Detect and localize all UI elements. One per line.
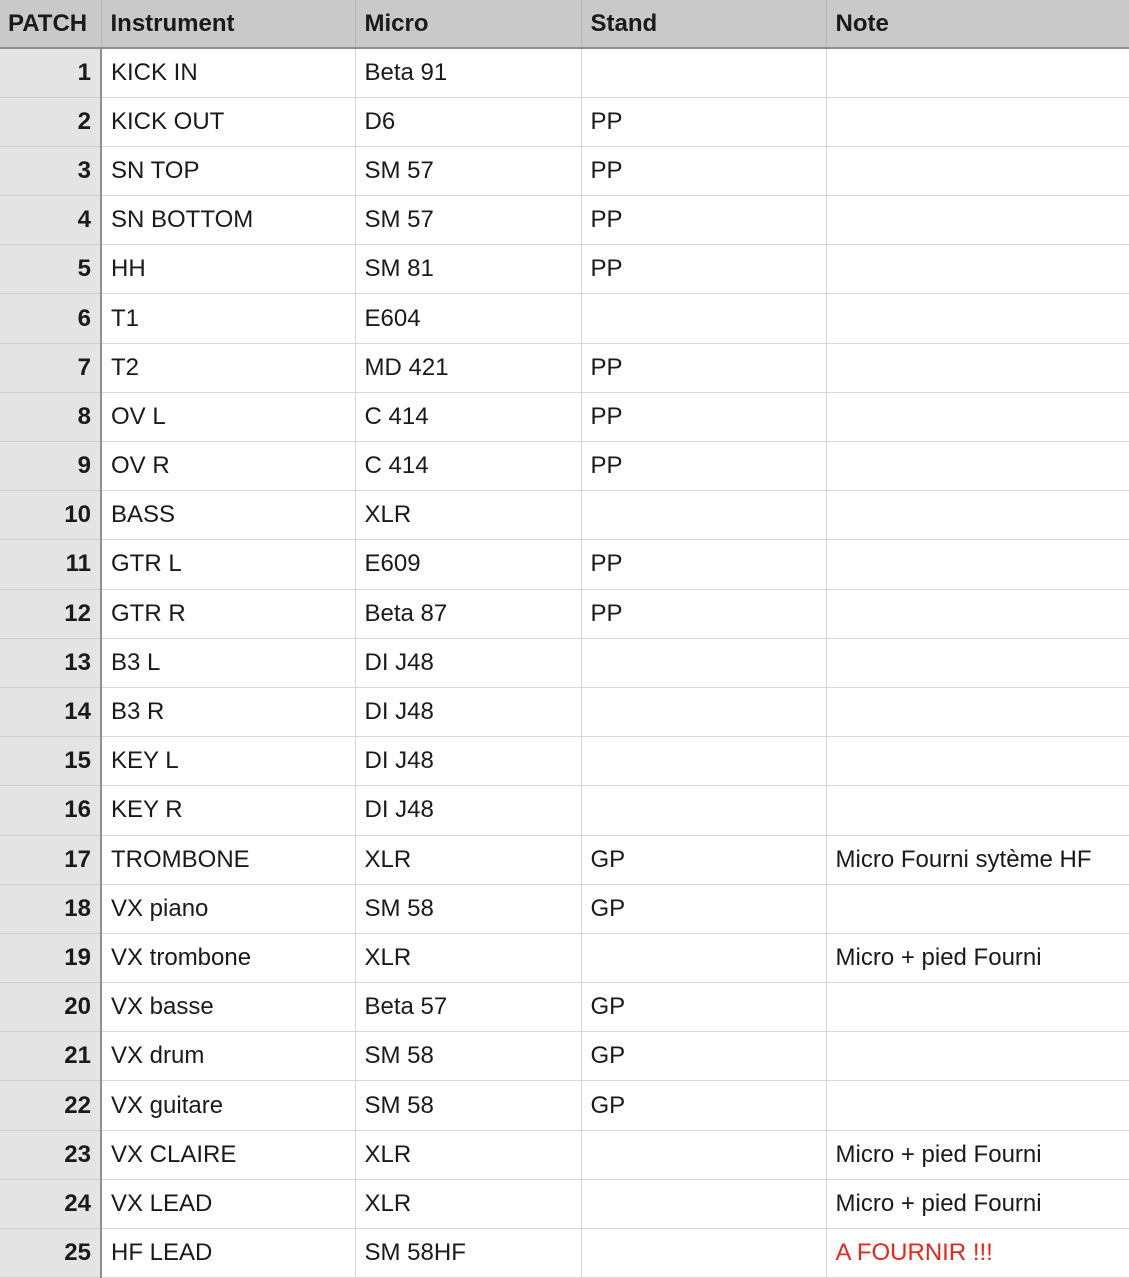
cell-patch[interactable]: 20 (0, 983, 101, 1032)
table-row (0, 638, 1129, 687)
cell-stand[interactable]: PP (581, 589, 826, 638)
cell-note[interactable] (826, 294, 1129, 343)
cell-stand[interactable]: GP (581, 1032, 826, 1081)
table-row (0, 245, 1129, 294)
cell-patch[interactable]: 1 (0, 48, 101, 97)
cell-micro[interactable]: SM 58 (355, 884, 581, 933)
cell-micro[interactable]: DI J48 (355, 638, 581, 687)
cell-stand[interactable]: GP (581, 983, 826, 1032)
cell-micro[interactable]: XLR (355, 1179, 581, 1228)
cell-instrument[interactable]: GTR L (101, 540, 355, 589)
cell-stand[interactable] (581, 1179, 826, 1228)
cell-stand[interactable]: PP (581, 146, 826, 195)
cell-note[interactable] (826, 1032, 1129, 1081)
cell-note[interactable] (826, 392, 1129, 441)
cell-stand[interactable] (581, 294, 826, 343)
cell-note[interactable]: Micro Fourni sytème HF (826, 835, 1129, 884)
cell-note[interactable] (826, 245, 1129, 294)
cell-micro[interactable]: C 414 (355, 392, 581, 441)
cell-patch[interactable]: 11 (0, 540, 101, 589)
cell-patch[interactable]: 9 (0, 442, 101, 491)
cell-note[interactable] (826, 589, 1129, 638)
cell-patch[interactable]: 17 (0, 835, 101, 884)
cell-patch[interactable]: 5 (0, 245, 101, 294)
cell-instrument[interactable]: OV R (101, 442, 355, 491)
cell-stand[interactable] (581, 737, 826, 786)
table-row (0, 1081, 1129, 1130)
cell-patch[interactable]: 22 (0, 1081, 101, 1130)
cell-patch[interactable]: 23 (0, 1130, 101, 1179)
cell-micro[interactable]: DI J48 (355, 687, 581, 736)
cell-stand[interactable]: GP (581, 884, 826, 933)
cell-note[interactable] (826, 737, 1129, 786)
cell-micro[interactable]: DI J48 (355, 737, 581, 786)
cell-instrument[interactable]: OV L (101, 392, 355, 441)
cell-instrument[interactable]: B3 L (101, 638, 355, 687)
table-row (0, 1229, 1129, 1278)
cell-micro[interactable]: DI J48 (355, 786, 581, 835)
cell-patch[interactable]: 3 (0, 146, 101, 195)
cell-patch[interactable]: 15 (0, 737, 101, 786)
cell-note[interactable] (826, 146, 1129, 195)
cell-stand[interactable] (581, 1229, 826, 1278)
column-header-stand[interactable]: Stand (581, 0, 826, 48)
cell-instrument[interactable]: BASS (101, 491, 355, 540)
column-header-micro[interactable]: Micro (355, 0, 581, 48)
cell-note[interactable] (826, 687, 1129, 736)
cell-micro[interactable]: SM 81 (355, 245, 581, 294)
cell-patch[interactable]: 14 (0, 687, 101, 736)
cell-instrument[interactable]: T2 (101, 343, 355, 392)
table-row (0, 884, 1129, 933)
cell-instrument[interactable]: KICK IN (101, 48, 355, 97)
cell-instrument[interactable]: TROMBONE (101, 835, 355, 884)
cell-note[interactable]: Micro + pied Fourni (826, 1179, 1129, 1228)
table-row (0, 737, 1129, 786)
cell-micro[interactable]: C 414 (355, 442, 581, 491)
cell-note[interactable] (826, 983, 1129, 1032)
cell-instrument[interactable]: T1 (101, 294, 355, 343)
table-row (0, 392, 1129, 441)
cell-micro[interactable]: XLR (355, 835, 581, 884)
cell-micro[interactable]: SM 57 (355, 146, 581, 195)
cell-note[interactable] (826, 196, 1129, 245)
column-header-patch[interactable]: PATCH (0, 0, 101, 48)
table-row (0, 589, 1129, 638)
cell-instrument[interactable]: KEY L (101, 737, 355, 786)
cell-instrument[interactable]: KEY R (101, 786, 355, 835)
cell-note[interactable]: Micro + pied Fourni (826, 1130, 1129, 1179)
table-row (0, 1032, 1129, 1081)
cell-patch[interactable]: 12 (0, 589, 101, 638)
cell-note[interactable] (826, 48, 1129, 97)
cell-instrument[interactable]: HH (101, 245, 355, 294)
cell-note[interactable] (826, 442, 1129, 491)
cell-instrument[interactable]: GTR R (101, 589, 355, 638)
cell-micro[interactable]: Beta 87 (355, 589, 581, 638)
cell-micro[interactable]: SM 58HF (355, 1229, 581, 1278)
cell-instrument[interactable]: VX guitare (101, 1081, 355, 1130)
cell-patch[interactable]: 2 (0, 97, 101, 146)
column-header-note[interactable]: Note (826, 0, 1129, 48)
cell-micro[interactable]: E609 (355, 540, 581, 589)
cell-stand[interactable] (581, 687, 826, 736)
cell-micro[interactable]: Beta 91 (355, 48, 581, 97)
cell-patch[interactable]: 6 (0, 294, 101, 343)
cell-stand[interactable] (581, 786, 826, 835)
cell-instrument[interactable]: VX piano (101, 884, 355, 933)
cell-patch[interactable]: 8 (0, 392, 101, 441)
cell-stand[interactable] (581, 1130, 826, 1179)
table-row (0, 835, 1129, 884)
cell-micro[interactable]: SM 57 (355, 196, 581, 245)
cell-micro[interactable]: Beta 57 (355, 983, 581, 1032)
cell-note[interactable] (826, 1081, 1129, 1130)
cell-micro[interactable]: E604 (355, 294, 581, 343)
cell-instrument[interactable]: VX CLAIRE (101, 1130, 355, 1179)
cell-stand[interactable]: PP (581, 97, 826, 146)
cell-instrument[interactable]: KICK OUT (101, 97, 355, 146)
cell-patch[interactable]: 4 (0, 196, 101, 245)
column-header-instrument[interactable]: Instrument (101, 0, 355, 48)
table-row (0, 48, 1129, 97)
cell-patch[interactable]: 24 (0, 1179, 101, 1228)
cell-patch[interactable]: 10 (0, 491, 101, 540)
table-row (0, 983, 1129, 1032)
cell-stand[interactable]: GP (581, 1081, 826, 1130)
table-row (0, 687, 1129, 736)
cell-patch[interactable]: 21 (0, 1032, 101, 1081)
cell-note[interactable] (826, 343, 1129, 392)
cell-stand[interactable]: PP (581, 245, 826, 294)
table-row (0, 1130, 1129, 1179)
cell-note[interactable] (826, 540, 1129, 589)
cell-instrument[interactable]: HF LEAD (101, 1229, 355, 1278)
cell-instrument[interactable]: VX LEAD (101, 1179, 355, 1228)
cell-patch[interactable]: 25 (0, 1229, 101, 1278)
table-row (0, 491, 1129, 540)
cell-stand[interactable]: PP (581, 442, 826, 491)
cell-stand[interactable] (581, 491, 826, 540)
cell-note[interactable] (826, 491, 1129, 540)
cell-instrument[interactable]: VX basse (101, 983, 355, 1032)
table-row (0, 933, 1129, 982)
cell-note[interactable]: A FOURNIR !!! (826, 1229, 1129, 1278)
cell-micro[interactable]: XLR (355, 933, 581, 982)
cell-patch[interactable]: 16 (0, 786, 101, 835)
table-row (0, 146, 1129, 195)
cell-instrument[interactable]: SN TOP (101, 146, 355, 195)
table-row (0, 294, 1129, 343)
header-row (0, 0, 1129, 48)
table-row (0, 442, 1129, 491)
cell-stand[interactable]: PP (581, 540, 826, 589)
table-body (0, 48, 1129, 1278)
cell-instrument[interactable]: VX drum (101, 1032, 355, 1081)
table-row (0, 343, 1129, 392)
table-row (0, 97, 1129, 146)
cell-instrument[interactable]: SN BOTTOM (101, 196, 355, 245)
cell-micro[interactable]: SM 58 (355, 1081, 581, 1130)
cell-stand[interactable]: GP (581, 835, 826, 884)
cell-instrument[interactable]: VX trombone (101, 933, 355, 982)
table-row (0, 196, 1129, 245)
cell-note[interactable] (826, 97, 1129, 146)
cell-note[interactable] (826, 638, 1129, 687)
cell-stand[interactable] (581, 933, 826, 982)
cell-stand[interactable]: PP (581, 392, 826, 441)
table-row (0, 786, 1129, 835)
cell-micro[interactable]: SM 58 (355, 1032, 581, 1081)
cell-note[interactable] (826, 786, 1129, 835)
cell-instrument[interactable]: B3 R (101, 687, 355, 736)
cell-micro[interactable]: XLR (355, 1130, 581, 1179)
cell-micro[interactable]: XLR (355, 491, 581, 540)
cell-stand[interactable] (581, 48, 826, 97)
cell-patch[interactable]: 7 (0, 343, 101, 392)
cell-stand[interactable] (581, 638, 826, 687)
cell-micro[interactable]: D6 (355, 97, 581, 146)
table-row (0, 1179, 1129, 1228)
cell-micro[interactable]: MD 421 (355, 343, 581, 392)
table-row (0, 540, 1129, 589)
cell-note[interactable] (826, 884, 1129, 933)
cell-note[interactable]: Micro + pied Fourni (826, 933, 1129, 982)
cell-stand[interactable]: PP (581, 196, 826, 245)
cell-patch[interactable]: 18 (0, 884, 101, 933)
cell-stand[interactable]: PP (581, 343, 826, 392)
table-header (0, 0, 1129, 48)
cell-patch[interactable]: 19 (0, 933, 101, 982)
cell-patch[interactable]: 13 (0, 638, 101, 687)
